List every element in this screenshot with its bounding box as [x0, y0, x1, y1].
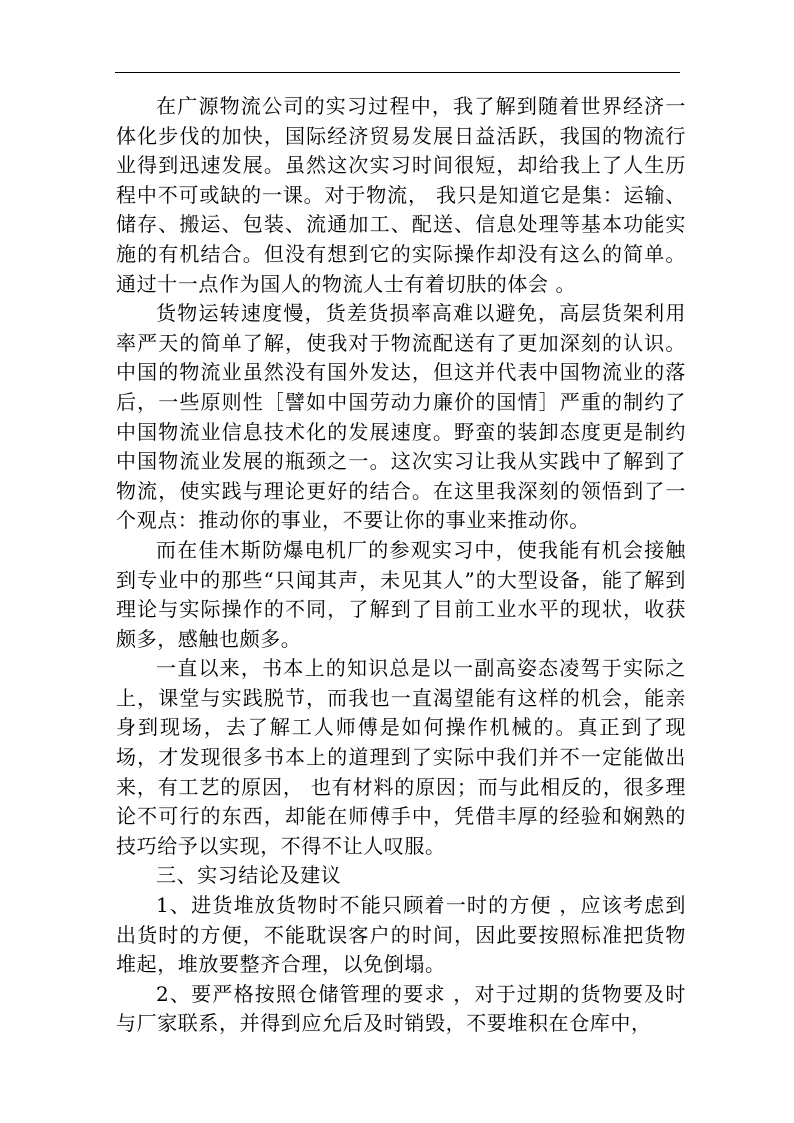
paragraph-factory-visit: 而在佳木斯防爆电机厂的参观实习中，使我能有机会接触到专业中的那些“只闻其声，未见其人”的大型设备，能了解到理论与实际操作的不同，了解到了目前工业水平的现状，收获颇多，感触也颇多。 — [116, 537, 686, 651]
header-rule — [115, 72, 680, 73]
paragraph-logistics-internship: 在广源物流公司的实习过程中，我了解到随着世界经济一体化步伐的加快，国际经济贸易发展日益活跃，我国的物流行业得到迅速发展。虽然这次实习时间很短，却给我上了人生历程中不可或缺的一课。对于物流， 我只是知道它是集：运输、储存、搬运、包装、流通加工、配送、信息处理等基本功能实施的有机结合。但没有想到它的实际操作却没有这么的简单。通过十一点作为国人的物流人士有着切肤的体会 。 — [116, 94, 686, 296]
paragraph-suggestion-2: 2、要严格按照仓储管理的要求 ，对于过期的货物要及时与厂家联系，并得到应允后及时销毁，不要堆积在仓库中， — [116, 981, 686, 1036]
section-heading-conclusions: 三、实习结论及建议 — [156, 863, 342, 888]
paragraph-suggestion-1: 1、进货堆放货物时不能只顾着一时的方便 ，应该考虑到出货时的方便，不能耽误客户的时间，因此要按照标准把货物堆起，堆放要整齐合理，以免倒塌。 — [116, 893, 686, 977]
paragraph-logistics-problems: 货物运转速度慢，货差货损率高难以避免，高层货架利用率严天的简单了解，使我对于物流配送有了更加深刻的认识。中国的物流业虽然没有国外发达，但这并代表中国物流业的落后，一些原则性［譬如中国劳动力廉价的国情］严重的制约了中国物流业信息技术化的发展速度。野蛮的装卸态度更是制约中国物流业发展的瓶颈之一。这次实习让我从实践中了解到了物流，使实践与理论更好的结合。在这里我深刻的领悟到了一个观点：推动你的事业，不要让你的事业来推动你。 — [116, 301, 686, 533]
paragraph-theory-practice: 一直以来，书本上的知识总是以一副高姿态凌驾于实际之上，课堂与实践脱节，而我也一直渴望能有这样的机会，能亲身到现场，去了解工人师傅是如何操作机械的。真正到了现场，才发现很多书本上的道理到了实际中我们并不一定能做出来，有工艺的原因， 也有材料的原因；而与此相反的，很多理论不可行的东西，却能在师傅手中，凭借丰厚的经验和娴熟的技巧给予以实现，不得不让人叹服。 — [116, 656, 686, 858]
body-text — [116, 92, 686, 1039]
